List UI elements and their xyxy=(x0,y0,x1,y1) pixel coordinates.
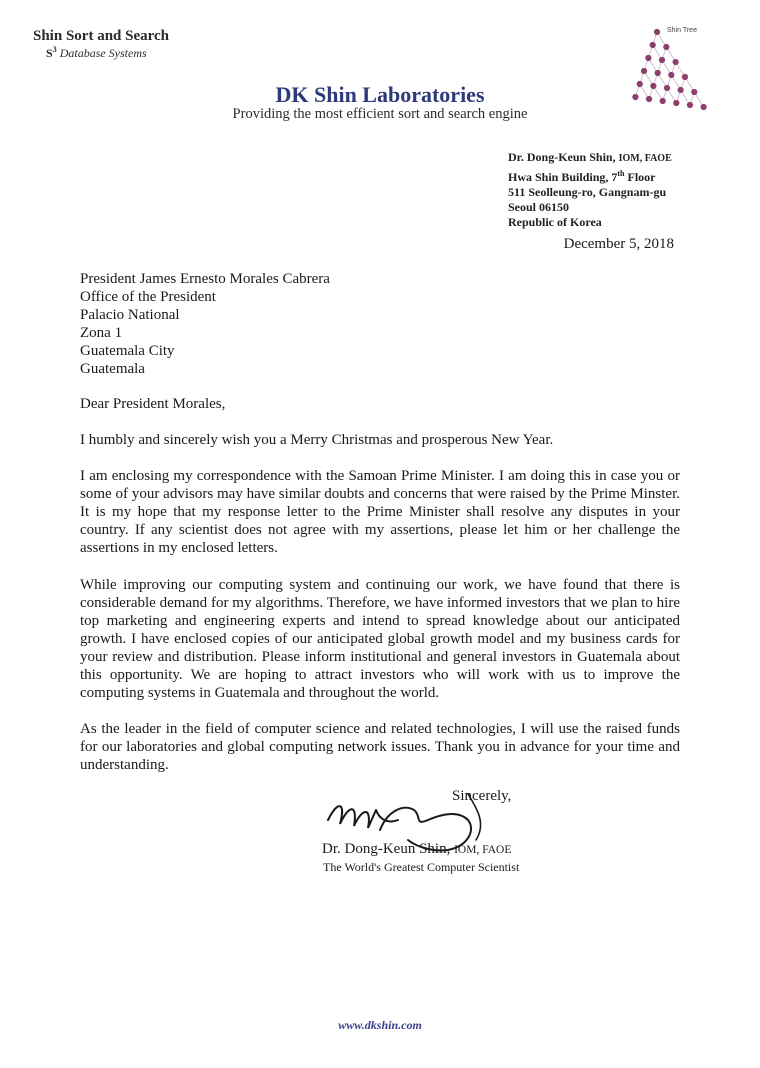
signatory-title: The World's Greatest Computer Scientist xyxy=(323,860,520,874)
tagline: Providing the most efficient sort and search engine xyxy=(232,106,528,122)
brand-subtitle xyxy=(46,45,147,61)
closing: Sincerely, xyxy=(452,788,512,804)
tree-label: Shin Tree xyxy=(667,27,697,34)
body-paragraph: I am enclosing my correspondence with the Samoan Prime Minister. I am doing this in case you or some of your advisors may have similar doubts and concerns that were raised by the Prime Minster. It is my hope that my response letter to the Prime Minister shall resolve any disputes in your country. If any scientist does not agree with my assertions, please let him or her challenge the assertions in my enclosed letters. xyxy=(80,468,680,556)
body-paragraph: As the leader in the field of computer science and related technologies, I will use the raised funds for our laboratories and global computing network issues. Thank you in advance for your time and understanding. xyxy=(80,721,680,773)
recipient-line: Guatemala xyxy=(80,361,145,377)
tree-node xyxy=(655,70,661,76)
tree-node xyxy=(645,55,651,61)
sender-name-line: Dr. Dong-Keun Shin, IOM, FAOE xyxy=(508,150,672,164)
tree-node xyxy=(641,68,647,74)
body-paragraph: While improving our computing system and continuing our work, we have found that there is considerable demand for my algorithms. Therefore, we have informed investors that we plan to hire top marketing and engineering experts and intend to spread knowledge about our anticipated growth. I have enclosed copies of our anticipated global growth model and my business cards for your review and distribution. Please inform institutional and general investors in Guatemala about this opportunity. We are hoping to attract investors who will work with us to improve the computing systems in Guatemala and throughout the world. xyxy=(80,577,680,701)
tree-node xyxy=(654,29,660,35)
brand-s3: $S^3$ xyxy=(46,45,57,60)
brand-name: Shin Sort and Search xyxy=(33,28,170,44)
sender-building: Hwa Shin Building, 7th Floor xyxy=(508,169,656,184)
tree-node xyxy=(663,44,669,50)
recipient-line: Office of the President xyxy=(80,289,216,305)
signatory-name: Dr. Dong-Keun Shin, IOM, FAOE xyxy=(322,841,512,857)
recipient-line: Zona 1 xyxy=(80,325,123,341)
salutation: Dear President Morales, xyxy=(80,396,226,412)
tree-node xyxy=(682,74,688,80)
sender-country: Republic of Korea xyxy=(508,215,602,229)
tree-node xyxy=(659,57,665,63)
recipient-line: Guatemala City xyxy=(80,343,175,359)
recipient-line: President James Ernesto Morales Cabrera xyxy=(80,271,330,287)
tree-node xyxy=(668,72,674,78)
brand-database-systems: Database Systems xyxy=(59,46,147,60)
recipient-address xyxy=(80,270,330,378)
letter-date: December 5, 2018 xyxy=(563,236,674,252)
body-paragraph: I humbly and sincerely wish you a Merry Christmas and prosperous New Year. xyxy=(80,432,554,448)
footer-url[interactable]: www.dkshin.com xyxy=(338,1018,422,1032)
sender-city: Seoul 06150 xyxy=(508,200,570,214)
lab-name: DK Shin Laboratories xyxy=(275,82,485,107)
sender-street: 511 Seolleung-ro, Gangnam-gu xyxy=(508,185,667,199)
tree-node xyxy=(650,42,656,48)
recipient-line: Palacio National xyxy=(80,307,180,323)
tree-node xyxy=(673,59,679,65)
sender-address xyxy=(508,150,672,230)
